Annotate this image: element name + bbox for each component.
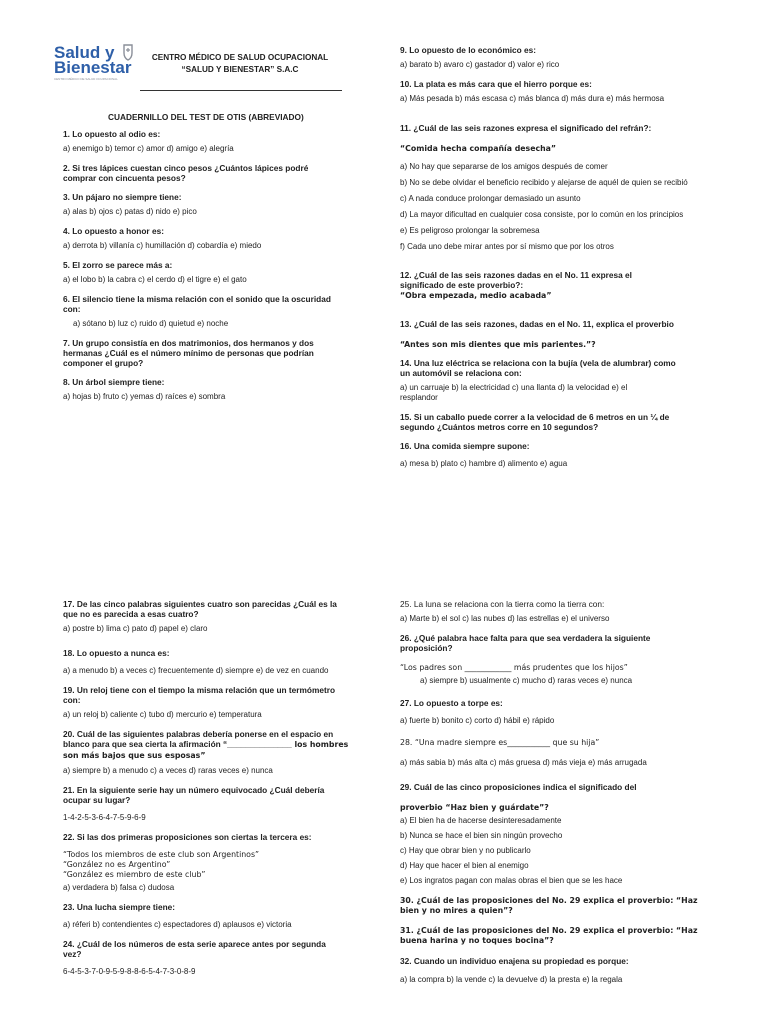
answer-5: a) el lobo b) la cabra c) el cerdo d) el tigre e) el gato <box>63 275 247 284</box>
question-11-quote: “Comida hecha compañía desecha” <box>400 144 557 153</box>
question-29-option: d) Hay que hacer el bien al enemigo <box>400 861 529 870</box>
answer-16: a) mesa b) plato c) hambre d) alimento e) agua <box>400 459 568 468</box>
answer-23: a) réferi b) contendientes c) espectadores d) aplausos e) victoria <box>63 920 292 929</box>
question-29 <box>400 772 720 813</box>
question-26-sentence: “Los padres son ____________ más prudentes que los hijos” <box>400 663 628 672</box>
answer-3: a) alas b) ojos c) patas d) nido e) pico <box>63 207 197 216</box>
question-32: 32. Cuando un individuo enajena su propiedad es porque: <box>400 956 629 966</box>
question-29-options <box>400 816 720 886</box>
question-11 <box>400 113 720 154</box>
question-22: 22. Si las dos primeras proposiciones son ciertas la tercera es: <box>63 832 312 842</box>
question-11-option: c) A nada conduce prolongar demasiado un asunto <box>400 194 581 203</box>
answer-25: a) Marte b) el sol c) las nubes d) las estrellas e) el universo <box>400 614 610 623</box>
answer-17: a) postre b) lima c) pato d) papel e) claro <box>63 624 208 633</box>
logo-line2: Bienestar <box>54 58 132 77</box>
question-4: 4. Lo opuesto a honor es: <box>63 226 164 236</box>
question-23: 23. Una lucha siempre tiene: <box>63 902 176 912</box>
question-11-option: b) No se debe olvidar el beneficio recibido y alejarse de aquél de quien se recibió <box>400 178 688 187</box>
question-29-option: e) Los ingratos pagan con malas obras el bien que se les hace <box>400 876 623 885</box>
answer-20: a) siempre b) a menudo c) a veces d) raras veces e) nunca <box>63 766 273 775</box>
question-11-text: 11. ¿Cuál de las seis razones expresa el significado del refrán?: <box>400 123 652 133</box>
center-name: CENTRO MÉDICO DE SALUD OCUPACIONAL <box>151 53 329 62</box>
logo <box>54 42 142 84</box>
document-title: CUADERNILLO DEL TEST DE OTIS (ABREVIADO) <box>108 112 304 122</box>
question-25: 25. La luna se relaciona con la tierra como la tierra con: <box>400 599 605 609</box>
answer-6: a) sótano b) luz c) ruido d) quietud e) noche <box>73 319 229 328</box>
question-11-option: e) Es peligroso prolongar la sobremesa <box>400 226 540 235</box>
question-12-text: 12. ¿Cuál de las seis razones dadas en el No. 11 expresa el significado de este proverbio?: <box>400 270 632 290</box>
question-14: 14. Una luz eléctrica se relaciona con la bujía (vela de alumbrar) como un automóvil se relaciona con: <box>400 358 676 378</box>
question-1: 1. Lo opuesto al odio es: <box>63 129 161 139</box>
question-18: 18. Lo opuesto a nunca es: <box>63 648 170 658</box>
answer-32: a) la compra b) la vende c) la devuelve d) la presta e) la regala <box>400 975 623 984</box>
header-divider <box>140 90 342 91</box>
question-6: 6. El silencio tiene la misma relación con el sonido que la oscuridad con: <box>63 294 331 314</box>
question-5: 5. El zorro se parece más a: <box>63 260 173 270</box>
question-13-quote: “Antes son mis dientes que mis parientes.”? <box>400 340 596 349</box>
question-7: 7. Un grupo consistía en dos matrimonios, dos hermanos y dos hermanas ¿Cuál es el número mínimo de personas que podrían componer el grupo? <box>63 338 314 368</box>
answer-24: 6-4-5-3-7-0-9-5-9-8-8-6-5-4-7-3-0-8-9 <box>63 967 196 976</box>
question-27: 27. Lo opuesto a torpe es: <box>400 698 503 708</box>
answer-21: 1-4-2-5-3-6-4-7-5-9-6-9 <box>63 813 146 822</box>
answer-26: a) siempre b) usualmente c) mucho d) raras veces e) nunca <box>420 676 633 685</box>
question-12 <box>400 260 720 301</box>
logo-tagline: CENTRO MÉDICO DE SALUD OCUPACIONAL <box>54 77 118 81</box>
question-20-rest: los hombres son más bajos que sus esposas” <box>63 740 349 760</box>
question-30: 30. ¿Cuál de las proposiciones del No. 29 explica el proverbio: “Haz bien y no mires a quien”? <box>400 896 698 915</box>
question-19: 19. Un reloj tiene con el tiempo la misma relación que un termómetro con: <box>63 685 336 705</box>
questions-17-24 <box>63 599 403 986</box>
question-11-option: d) La mayor dificultad en cualquier cosa consiste, por lo común en los principios <box>400 210 684 219</box>
question-9: 9. Lo opuesto de lo económico es: <box>400 45 536 55</box>
question-10: 10. La plata es más cara que el hierro porque es: <box>400 79 592 89</box>
question-20-text: 20. Cuál de las siguientes palabras debería ponerse en el espacio en blanco para que sea cierta la afirmación “ <box>63 729 334 749</box>
logo-line1: Salud y <box>54 43 115 62</box>
logo-mark <box>54 42 142 84</box>
question-16: 16. Una comida siempre supone: <box>400 441 530 451</box>
question-28: 28. “Una madre siempre es___________ que su hija” <box>400 738 600 747</box>
answer-19: a) un reloj b) caliente c) tubo d) mercurio e) temperatura <box>63 710 262 719</box>
question-22-propositions: “Todos los miembros de este club son Argentinos” “González no es Argentino” “González es miembro de este club” <box>63 850 260 879</box>
question-29-option: c) Hay que obrar bien y no publicarlo <box>400 846 531 855</box>
questions-1-8 <box>63 129 403 411</box>
question-24: 24. ¿Cuál de los números de esta serie aparece antes por segunda vez? <box>63 939 326 959</box>
center-name-block <box>140 52 340 76</box>
question-31: 31. ¿Cuál de las proposiciones del No. 29 explica el proverbio: “Haz buena harina y no toques bocina”? <box>400 926 698 945</box>
question-29-option: b) Nunca se hace el bien sin ningún provecho <box>400 831 563 840</box>
question-21: 21. En la siguiente serie hay un número equivocado ¿Cuál debería ocupar su lugar? <box>63 785 325 805</box>
cross-icon <box>126 48 130 52</box>
answer-27: a) fuerte b) bonito c) corto d) hábil e) rápido <box>400 716 555 725</box>
question-11-option: f) Cada uno debe mirar antes por sí mismo que por los otros <box>400 242 614 251</box>
question-2: 2. Si tres lápices cuestan cinco pesos ¿Cuántos lápices podré comprar con cincuenta pesos? <box>63 163 309 183</box>
question-13-text: 13. ¿Cuál de las seis razones, dadas en el No. 11, explica el proverbio <box>400 319 674 329</box>
question-15: 15. Si un caballo puede correr a la velocidad de 6 metros en un ¼ de segundo ¿Cuántos metros corre en 10 segundos? <box>400 412 670 432</box>
question-8: 8. Un árbol siempre tiene: <box>63 377 165 387</box>
answer-10: a) Más pesada b) más escasa c) más blanca d) más dura e) más hermosa <box>400 94 665 103</box>
answer-9: a) barato b) avaro c) gastador d) valor e) rico <box>400 60 560 69</box>
answer-18: a) a menudo b) a veces c) frecuentemente d) siempre e) de vez en cuando <box>63 666 329 675</box>
question-26: 26. ¿Qué palabra hace falta para que sea verdadera la siguiente proposición? <box>400 633 651 653</box>
answer-1: a) enemigo b) temor c) amor d) amigo e) alegría <box>63 144 234 153</box>
question-20-blank: ______________ <box>227 739 292 749</box>
answer-4: a) derrota b) villanía c) humillación d) cobardía e) miedo <box>63 241 262 250</box>
question-3: 3. Un pájaro no siempre tiene: <box>63 192 182 202</box>
answer-22: a) verdadera b) falsa c) dudosa <box>63 883 175 892</box>
question-13 <box>400 309 720 350</box>
question-29-text: 29. Cuál de las cinco proposiciones indica el significado del <box>400 782 637 792</box>
question-11-options <box>400 162 720 252</box>
question-12-quote: “Obra empezada, medio acabada” <box>400 291 552 300</box>
question-29-option: a) El bien ha de hacerse desinteresadamente <box>400 816 562 825</box>
answer-14: a) un carruaje b) la electricidad c) una llanta d) la velocidad e) el resplandor <box>400 383 628 402</box>
center-subtitle: “SALUD Y BIENESTAR” S.A.C <box>181 65 299 74</box>
question-11-option: a) No hay que separarse de los amigos después de comer <box>400 162 608 171</box>
question-29-proverb: proverbio “Haz bien y guárdate”? <box>400 803 549 812</box>
answer-28: a) más sabia b) más alta c) más gruesa d) más vieja e) más arrugada <box>400 758 647 767</box>
question-20 <box>63 729 403 761</box>
answer-8: a) hojas b) fruto c) yemas d) raíces e) sombra <box>63 392 226 401</box>
questions-9-16 <box>400 45 720 478</box>
questions-25-32 <box>400 599 720 994</box>
question-17: 17. De las cinco palabras siguientes cuatro son parecidas ¿Cuál es la que no es parecida a esas cuatro? <box>63 599 337 619</box>
